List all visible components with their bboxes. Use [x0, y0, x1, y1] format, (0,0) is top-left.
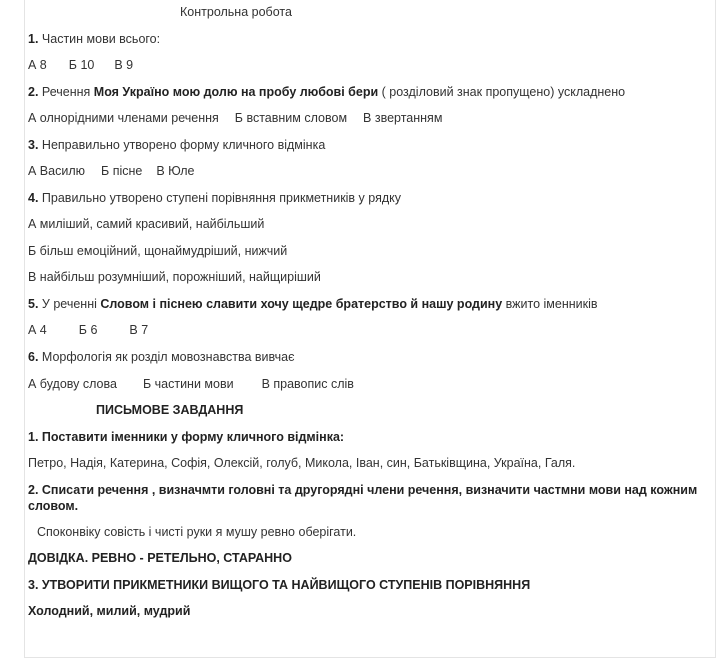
answers-3: [28, 163, 194, 179]
question-sentence: Моя Україно мою долю на пробу любові бери: [93, 85, 379, 99]
option-c: В Юле: [156, 164, 195, 178]
option-a: А Василю: [28, 164, 86, 178]
option-c: В 9: [114, 58, 134, 72]
question-5: [28, 296, 598, 312]
answers-6: [28, 376, 354, 392]
question-number: 3.: [28, 138, 39, 152]
question-2: [28, 84, 625, 100]
option-b: Б 6: [78, 323, 98, 337]
question-number: 4.: [28, 191, 39, 205]
question-3: [28, 137, 325, 153]
answers-2: [28, 110, 442, 126]
question-text-pre: Речення: [41, 85, 91, 99]
task-2-sentence: Споконвіку совість і чисті руки я мушу ревно оберігати.: [37, 525, 357, 539]
option-a: А олнорідними членами речення: [28, 111, 219, 125]
written-task-heading: ПИСЬМОВЕ ЗАВДАННЯ: [96, 403, 244, 417]
question-text-post: вжито іменників: [505, 297, 598, 311]
task-3: 3. УТВОРИТИ ПРИКМЕТНИКИ ВИЩОГО ТА НАЙВИЩОГО СТУПЕНІВ ПОРІВНЯННЯ: [28, 578, 531, 592]
question-text: Морфологія як розділ мовознавства вивчає: [41, 350, 295, 364]
option-a: А 4: [28, 323, 47, 337]
question-text: Неправильно утворено форму кличного відмінка: [41, 138, 326, 152]
option-b: Б 10: [68, 58, 95, 72]
question-4: [28, 190, 401, 206]
option-a: А миліший, самий красивий, найбільший: [28, 217, 265, 231]
answers-5: [28, 322, 148, 338]
task-2: 2. Списати речення , визначмти головні та другорядні члени речення, визначити частмни мови над кожним словом.: [28, 483, 698, 513]
option-c: В 7: [129, 323, 149, 337]
document-title: Контрольна робота: [180, 5, 292, 19]
question-number: 6.: [28, 350, 39, 364]
option-c: В правопис слів: [261, 377, 354, 391]
question-1: [28, 31, 160, 47]
hint: ДОВІДКА. РЕВНО - РЕТЕЛЬНО, СТАРАННО: [28, 551, 292, 565]
option-c: В найбільш розумніший, порожніший, найщиріший: [28, 270, 321, 284]
option-b: Б частини мови: [142, 377, 234, 391]
task-1-words: Петро, Надія, Катерина, Софія, Олексій, голуб, Микола, Іван, син, Батьківщина, Україна, Галя.: [28, 456, 576, 470]
question-number: 5.: [28, 297, 39, 311]
option-b: Б пісне: [101, 164, 143, 178]
question-text: Правильно утворено ступені порівняння прикметників у рядку: [41, 191, 402, 205]
answers-1: [28, 57, 133, 73]
question-sentence: Словом і піснею славити хочу щедре братерство й нашу родину: [100, 297, 503, 311]
question-text-post: ( розділовий знак пропущено) ускладнено: [381, 85, 626, 99]
question-text-pre: У реченні: [41, 297, 97, 311]
question-number: 2.: [28, 85, 39, 99]
option-b: Б вставним словом: [234, 111, 348, 125]
option-a: А будову слова: [28, 377, 117, 391]
option-b: Б більш емоційний, щонаймудріший, нижчий: [28, 244, 288, 258]
question-text: Частин мови всього:: [41, 32, 161, 46]
question-number: 1.: [28, 32, 39, 46]
task-1: 1. Поставити іменники у форму кличного відмінка:: [28, 430, 345, 444]
question-6: [28, 349, 294, 365]
option-c: В звертанням: [363, 111, 443, 125]
option-a: А 8: [28, 58, 47, 72]
task-3-words: Холодний, милий, мудрий: [28, 604, 191, 618]
